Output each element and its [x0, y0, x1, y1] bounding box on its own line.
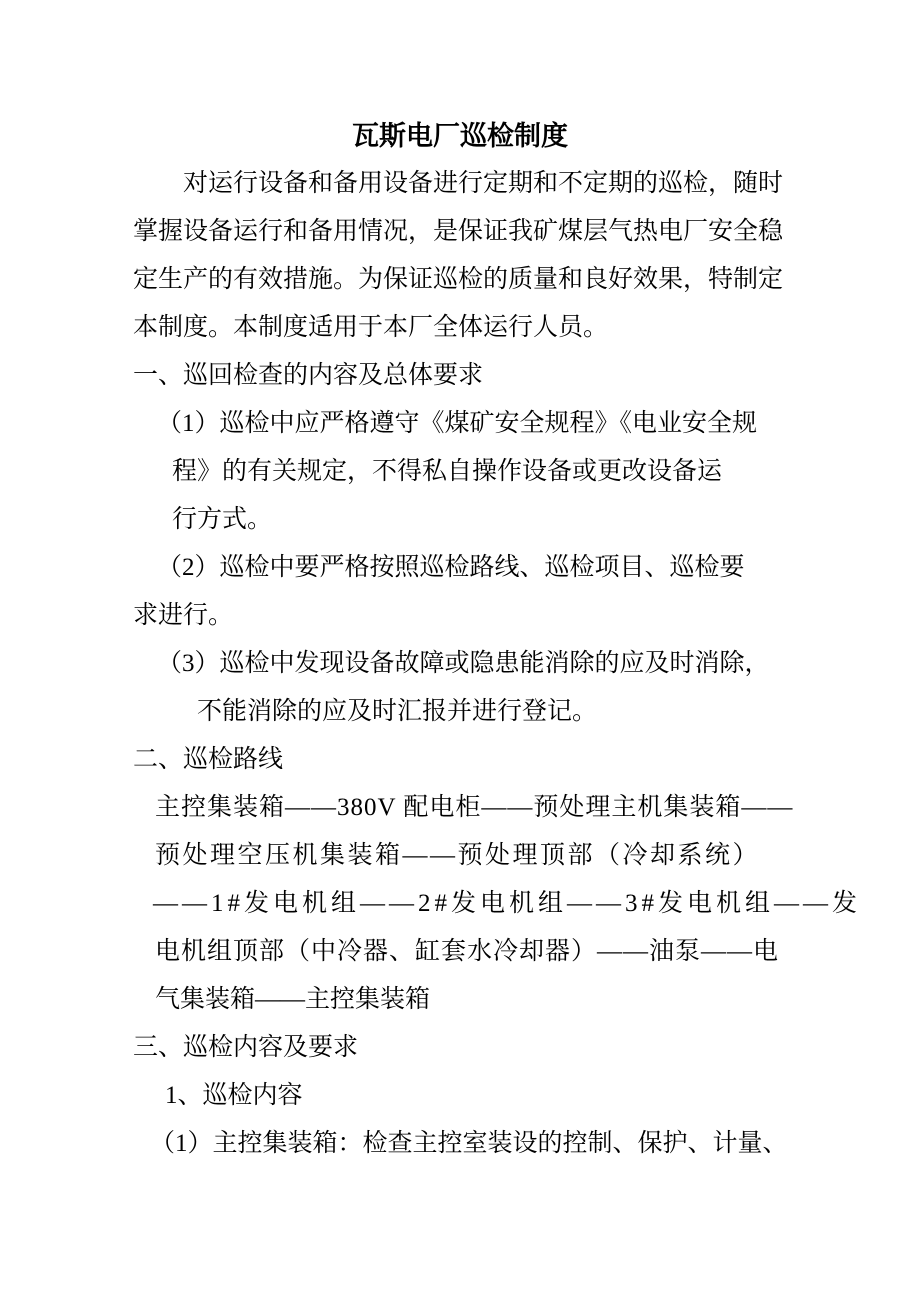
document-body [133, 112, 862, 1168]
inspection-route-line: ——1#发电机组——2#发电机组——3#发电机组——发 [153, 890, 862, 917]
section1-item2-line: 求进行。 [133, 602, 234, 629]
section1-item1-line: 程》的有关规定，不得私自操作设备或更改设备运 [172, 458, 723, 485]
section2-heading: 二、巡检路线 [133, 746, 284, 773]
intro-paragraph-line: 掌握设备运行和备用情况，是保证我矿煤层气热电厂安全稳 [133, 218, 784, 245]
inspection-route-line: 气集装箱——主控集装箱 [155, 986, 431, 1013]
section1-item1-line: （1）巡检中应严格遵守《煤矿安全规程》《电业安全规 [157, 410, 758, 437]
intro-paragraph-line: 定生产的有效措施。为保证巡检的质量和良好效果，特制定 [133, 266, 784, 293]
intro-paragraph-line: 对运行设备和备用设备进行定期和不定期的巡检，随时 [183, 170, 784, 197]
section1-item2-line: （2）巡检中要严格按照巡检路线、巡检项目、巡检要 [157, 554, 745, 581]
inspection-route-line: 主控集装箱——380V 配电柜——预处理主机集装箱—— [155, 794, 794, 821]
inspection-route-line: 预处理空压机集装箱——预处理顶部（冷却系统） [155, 842, 761, 869]
section3-subheading: 1、巡检内容 [165, 1082, 303, 1109]
section1-item3-line: 不能消除的应及时汇报并进行登记。 [197, 698, 598, 725]
section1-item1-line: 行方式。 [172, 506, 273, 533]
section1-item3-line: （3）巡检中发现设备故障或隐患能消除的应及时消除， [157, 650, 770, 677]
document-title: 瓦斯电厂巡检制度 [352, 121, 568, 151]
intro-paragraph-line: 本制度。本制度适用于本厂全体运行人员。 [133, 314, 609, 341]
section3-heading: 三、巡检内容及要求 [133, 1034, 359, 1061]
section1-heading: 一、巡回检查的内容及总体要求 [133, 362, 484, 389]
inspection-route-line: 电机组顶部（中冷器、缸套水冷却器）——油泵——电 [155, 938, 780, 965]
section3-item1-line: （1）主控集装箱：检查主控室装设的控制、保护、计量、 [150, 1130, 788, 1157]
